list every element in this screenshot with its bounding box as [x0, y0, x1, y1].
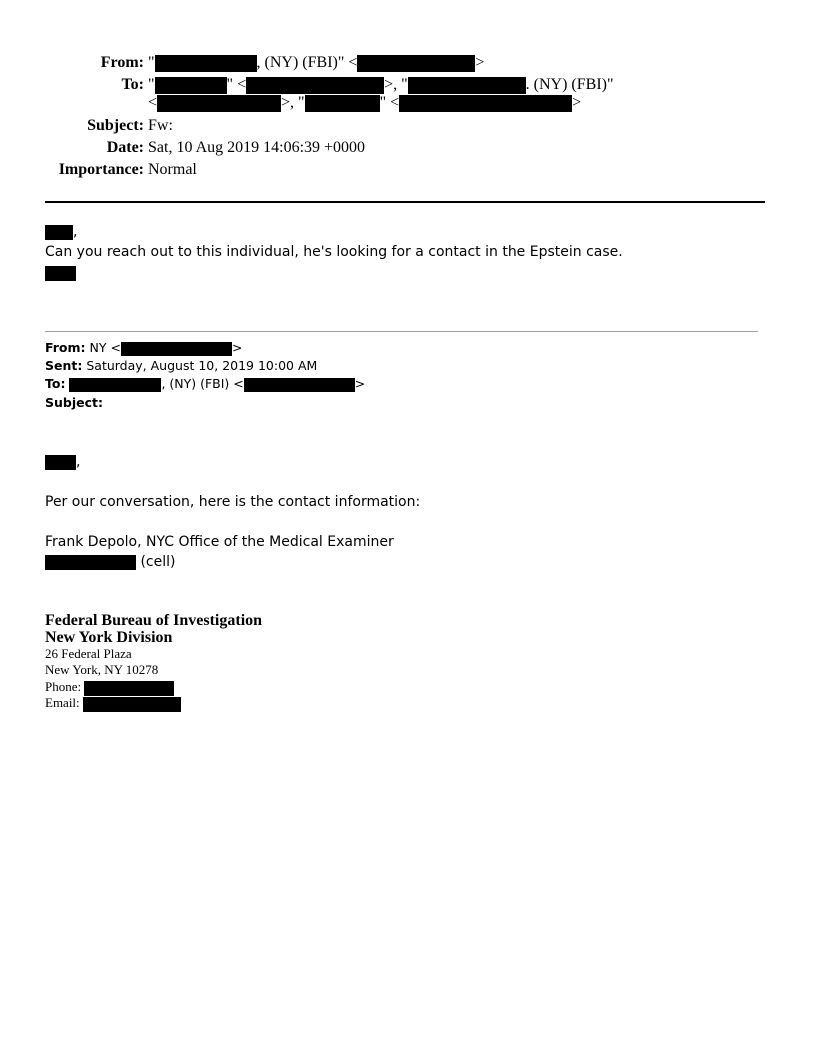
fwd-greeting: , — [45, 454, 80, 471]
redaction-block — [69, 378, 161, 392]
to-value-line2: < >, " " < > — [148, 94, 582, 111]
redaction-block — [399, 95, 572, 112]
header-divider — [45, 201, 765, 203]
to-value: " " < >, " . (NY) (FBI)" — [148, 76, 614, 93]
signature-address2: New York, NY 10278 — [45, 662, 159, 677]
signature-address1: 26 Federal Plaza — [45, 646, 132, 661]
redaction-block — [45, 555, 136, 570]
redaction-block — [45, 266, 76, 281]
redaction-block — [45, 455, 76, 470]
redaction-block — [157, 95, 281, 112]
signature-org: Federal Bureau of Investigation — [45, 612, 263, 629]
contact-name: Frank Depolo, NYC Office of the Medical Examiner — [45, 534, 394, 550]
importance-value: Normal — [148, 161, 197, 178]
subject-value: Fw: — [148, 117, 173, 134]
fwd-subject-line: Subject: — [45, 395, 103, 410]
fwd-line1: Per our conversation, here is the contact information: — [45, 494, 421, 510]
signature-division: New York Division — [45, 629, 173, 646]
subject-label: Subject: — [87, 117, 144, 134]
from-value: " , (NY) (FBI)" < > — [148, 54, 485, 71]
redaction-block — [83, 697, 181, 712]
redaction-block — [121, 342, 232, 356]
redaction-block — [45, 225, 73, 240]
importance-label: Importance: — [58, 161, 144, 178]
sender-signoff — [45, 265, 76, 282]
date-label: Date: — [106, 139, 144, 156]
redaction-block — [244, 378, 355, 392]
from-label: From: — [100, 54, 144, 71]
redaction-block — [408, 77, 526, 94]
date-value: Sat, 10 Aug 2019 14:06:39 +0000 — [148, 139, 366, 156]
greeting: , — [45, 224, 77, 241]
contact-cell: (cell) — [45, 554, 175, 571]
fwd-to-line: To: , (NY) (FBI) < > — [45, 376, 366, 391]
signature-phone: Phone: — [45, 679, 174, 696]
forward-divider — [45, 331, 758, 332]
fwd-sent-line: Sent: Saturday, August 10, 2019 10:00 AM — [45, 358, 318, 373]
fwd-from-line: From: NY < > — [45, 340, 243, 355]
redaction-block — [155, 55, 257, 72]
redaction-block — [246, 77, 384, 94]
redaction-block — [84, 681, 174, 696]
redaction-block — [155, 77, 227, 94]
redaction-block — [357, 55, 475, 72]
redaction-block — [305, 95, 380, 112]
message-text: Can you reach out to this individual, he's looking for a contact in the Epstein case. — [45, 244, 623, 260]
signature-email: Email: — [45, 695, 181, 712]
to-label: To: — [121, 76, 144, 93]
